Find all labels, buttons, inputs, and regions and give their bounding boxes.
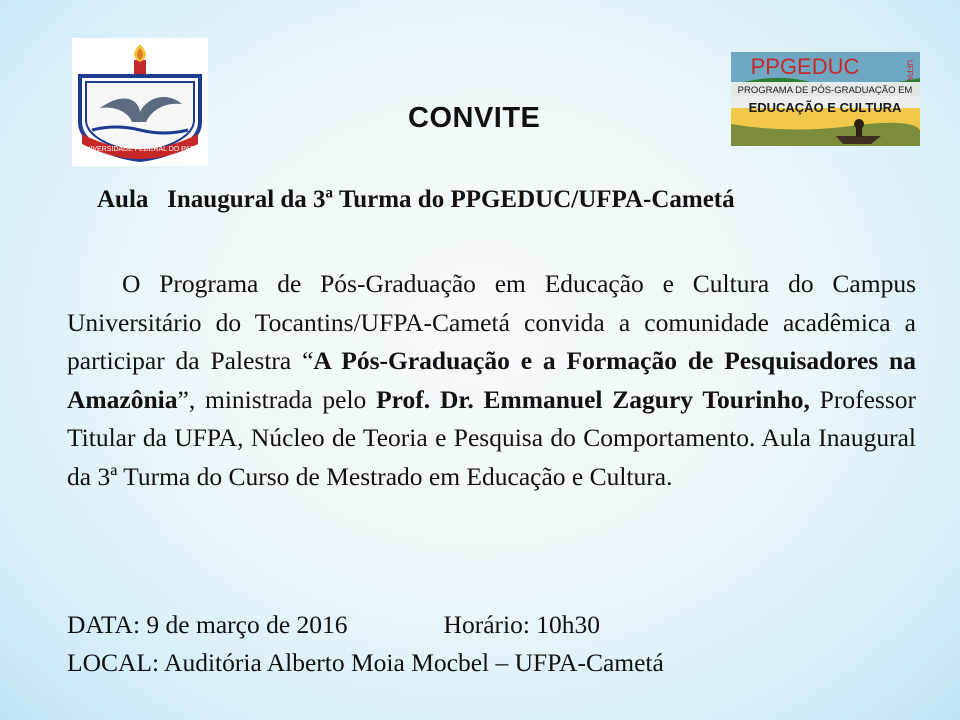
location-line (67, 648, 664, 678)
location-label: LOCAL: (67, 648, 160, 677)
location-value: Auditória Alberto Moia Mocbel – UFPA-Cametá (164, 648, 664, 677)
speaker-name: Prof. Dr. Emmanuel Zagury Tourinho, (376, 384, 810, 414)
ufpa-logo (72, 38, 208, 166)
body-text-2: ”, ministrada pelo (177, 384, 377, 414)
invitation-body (67, 265, 916, 496)
date-value: 9 de março de 2016 (146, 610, 348, 639)
time-value: 10h30 (536, 610, 601, 639)
ppgeduc-side-text: UFPA (905, 60, 914, 81)
talk-title: A Pós-Graduação e a Formação de Pesquisadores na Amazônia (67, 346, 916, 414)
time-label: Horário: (443, 610, 530, 639)
ppgeduc-logo (731, 52, 920, 146)
ufpa-logo-text: UNIVERSIDADE FEDERAL DO PARÁ (80, 146, 200, 153)
body-text-3: Professor Titular da UFPA, Núcleo de Teoria e Pesquisa do Comportamento. Aula Inaugural da 3ª Turma do Curso de Mestrado em Educação e Cultura. (67, 384, 916, 491)
ppgeduc-acronym: PPGEDUC (750, 54, 860, 79)
invitation-subtitle: Aula Inaugural da 3ª Turma do PPGEDUC/UFPA-Cametá (97, 186, 735, 213)
invitation-title: CONVITE (408, 102, 541, 134)
date-time-line (67, 610, 600, 640)
date-label: DATA: (67, 610, 141, 639)
ppgeduc-line2: EDUCAÇÃO E CULTURA (748, 100, 902, 115)
ppgeduc-line1: PROGRAMA DE PÓS-GRADUAÇÃO EM (737, 85, 913, 96)
body-text-1: O Programa de Pós-Graduação em Educação e Cultura do Campus Universitário do Tocantins/UFPA-Cametá convida a comunidade acadêmica a participar da Palestra “ (67, 269, 916, 375)
